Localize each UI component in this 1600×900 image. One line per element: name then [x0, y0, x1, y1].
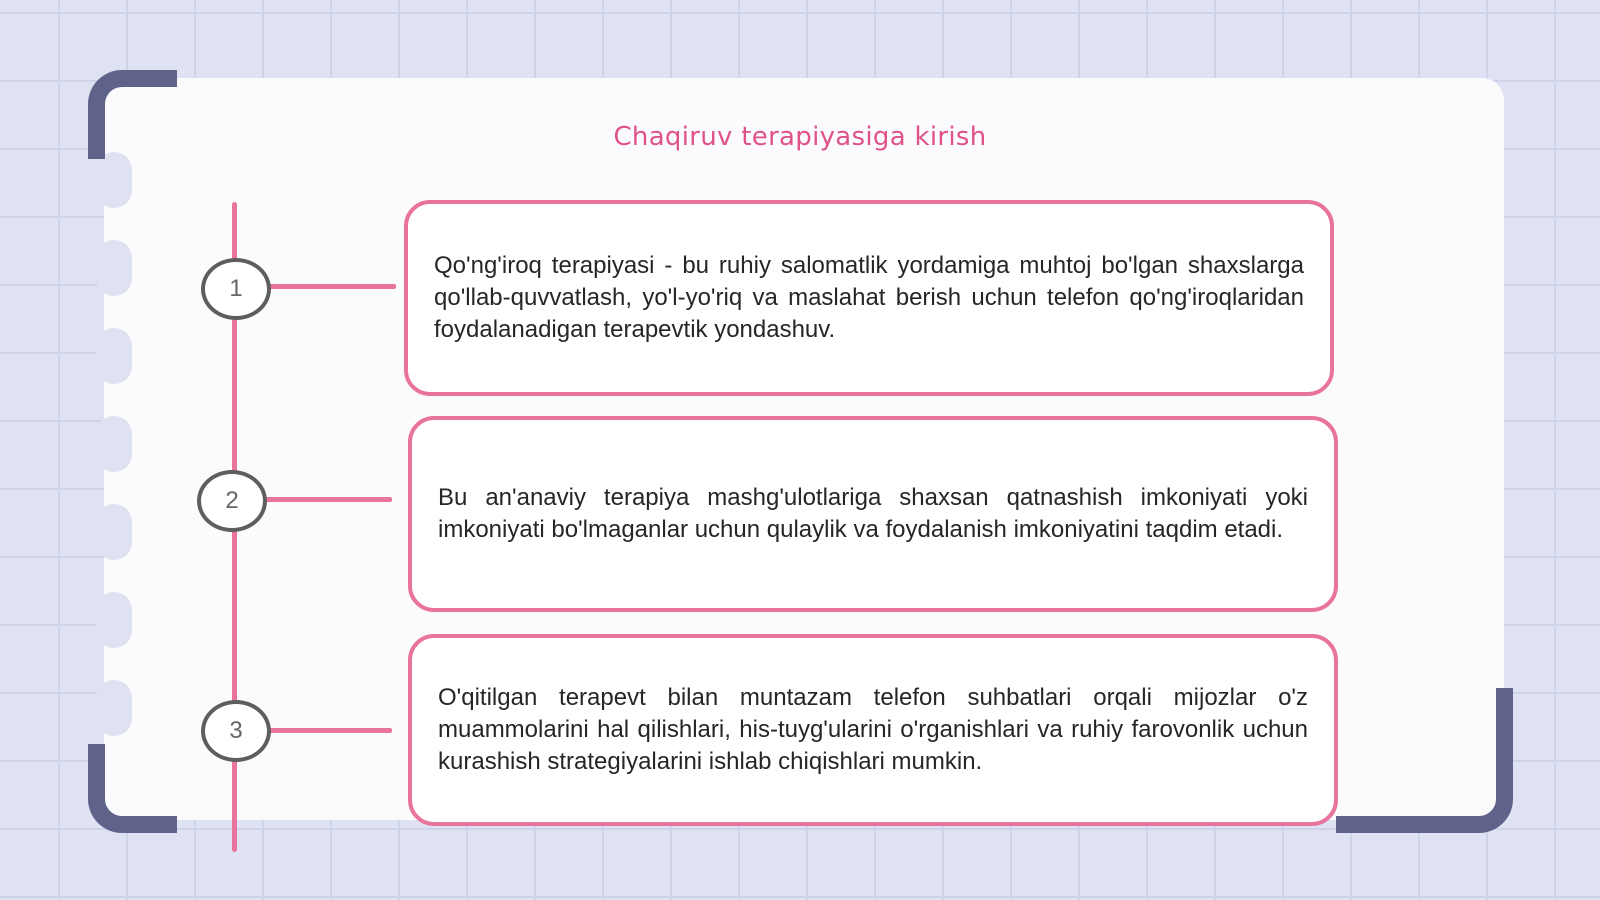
step-3-text: O'qitilgan terapevt bilan muntazam telefon suhbatlari orqali mijozlar o'z muammolarini hal qilishlari, his-tuyg'ularini o'rganishlari va ruhiy farovonlik uchun kurashish strategiyalarini ishlab chiqishlari mumkin.	[438, 684, 1308, 775]
step-3-number: 3	[201, 700, 271, 762]
step-2-connector	[262, 497, 392, 502]
step-3-card	[408, 634, 1338, 826]
step-1-text: Qo'ng'iroq terapiyasi - bu ruhiy salomatlik yordamiga muhtoj bo'lgan shaxslarga qo'llab-quvvatlash, yo'l-yo'riq va maslahat berish uchun telefon qo'ng'iroqlaridan foydalanadigan terapevtik yondashuv.	[434, 252, 1304, 343]
paper-notch	[96, 152, 132, 208]
paper-notch	[96, 328, 132, 384]
paper-notch	[96, 416, 132, 472]
paper-notch	[96, 504, 132, 560]
paper-notch	[96, 592, 132, 648]
step-2-number: 2	[197, 470, 267, 532]
frame-corner-bottom-right	[1336, 688, 1513, 833]
step-1-card	[404, 200, 1334, 396]
step-3-connector	[266, 728, 392, 733]
step-1-number: 1	[201, 258, 271, 320]
step-2-card	[408, 416, 1338, 612]
paper-notch	[96, 240, 132, 296]
step-1-connector	[266, 284, 396, 289]
step-2-text: Bu an'anaviy terapiya mashg'ulotlariga shaxsan qatnashish imkoniyati yoki imkoniyati bo'lmaganlar uchun qulaylik va foydalanish imkoniyatini taqdim etadi.	[438, 484, 1308, 543]
slide-title: Chaqiruv terapiyasiga kirish	[613, 122, 987, 152]
frame-corner-bottom-left	[88, 744, 177, 833]
paper-notch	[96, 680, 132, 736]
